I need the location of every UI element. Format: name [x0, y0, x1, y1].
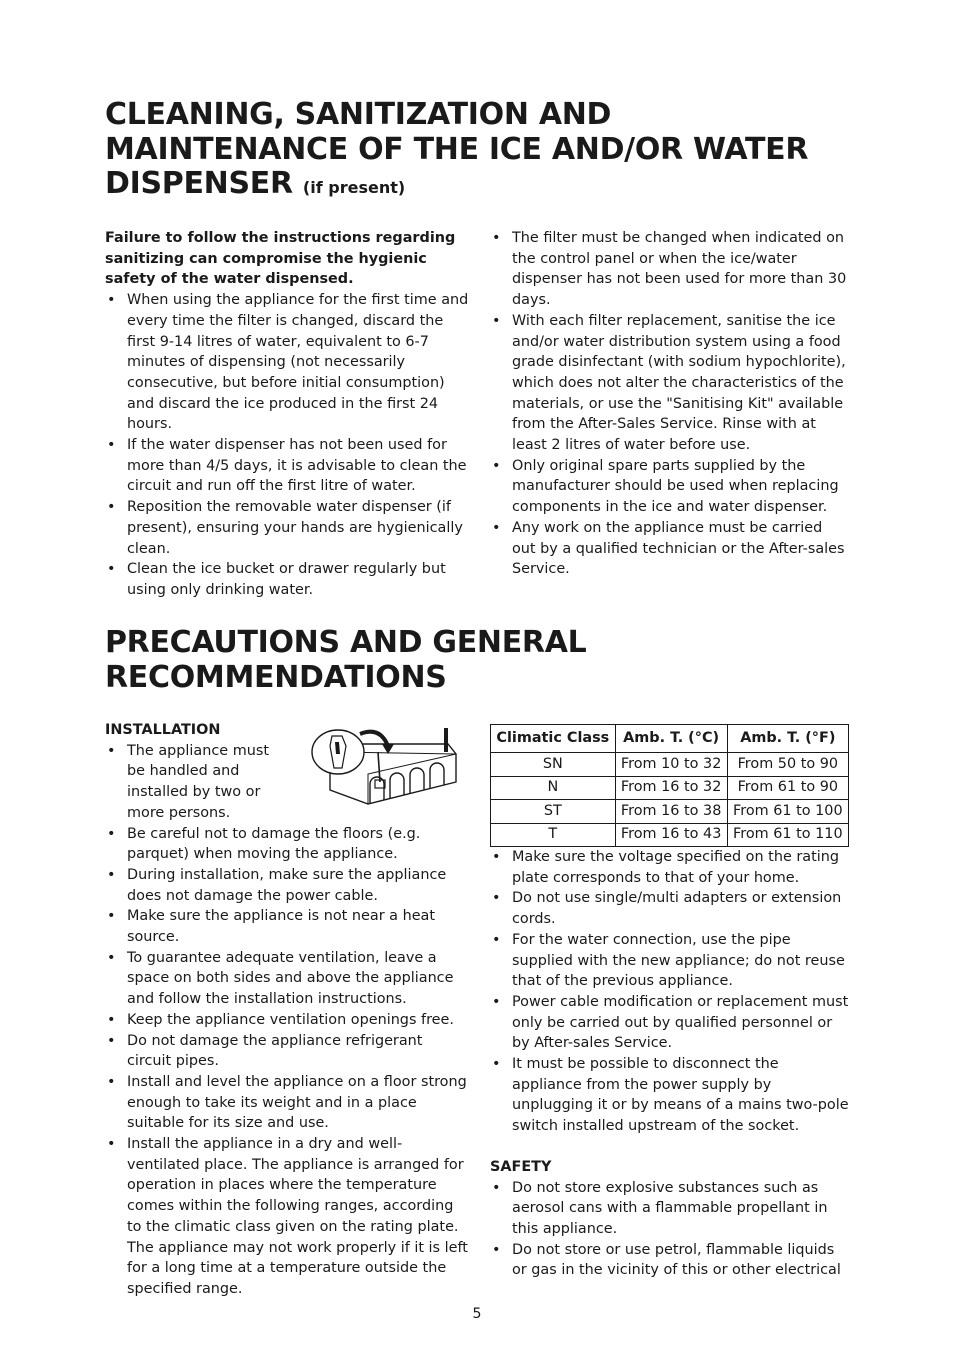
section-title-cleaning: [105, 98, 845, 206]
table-cell: SN: [491, 753, 616, 777]
list-item: • Keep the appliance ventilation openings free.: [105, 1010, 470, 1031]
list-item: • Make sure the voltage specified on the rating plate corresponds to that of your home.: [490, 847, 850, 888]
list-item: • Install and level the appliance on a floor strong enough to take its weight and in a place suitable for its size and use.: [105, 1072, 470, 1134]
list-item: • Clean the ice bucket or drawer regularly but using only drinking water.: [105, 559, 470, 600]
installation-heading: INSTALLATION: [105, 722, 221, 738]
section-title-text: CLEANING, SANITIZATION AND MAINTENANCE OF THE ICE AND/OR WATER DISPENSER: [105, 97, 809, 201]
list-item: • When using the appliance for the first time and every time the filter is changed, discard the first 9-14 litres of water, equivalent to 6-7 minutes of dispensing (not necessarily consecutive, but before initial consumption) and discard the ice produced in the first 24 hours.: [105, 290, 470, 435]
climatic-class-table: [490, 724, 849, 847]
table-header-cell: Amb. T. (°F): [727, 725, 848, 753]
list-item: • Any work on the appliance must be carried out by a qualified technician or the After-sales Service.: [490, 518, 850, 580]
page-number: 5: [472, 1306, 482, 1322]
table-cell: From 16 to 32: [615, 776, 727, 800]
list-item: • Do not damage the appliance refrigerant circuit pipes.: [105, 1031, 470, 1072]
list-item: • Make sure the appliance is not near a heat source.: [105, 906, 470, 947]
list-item: • Do not store or use petrol, flammable liquids or gas in the vicinity of this or other electrical: [490, 1240, 850, 1281]
safety-list: [490, 1178, 850, 1282]
list-item: • To guarantee adequate ventilation, leave a space on both sides and above the appliance and follow the installation instructions.: [105, 948, 470, 1010]
table-cell: From 16 to 43: [615, 823, 727, 847]
section-title-suffix: (if present): [302, 178, 406, 197]
table-cell: From 61 to 100: [727, 800, 848, 824]
table-row: [491, 823, 849, 847]
list-item: • Reposition the removable water dispenser (if present), ensuring your hands are hygienically clean.: [105, 497, 470, 559]
installation-column: [105, 720, 470, 1300]
table-row: [491, 800, 849, 824]
list-item: • It must be possible to disconnect the appliance from the power supply by unplugging it or by means of a mains two-pole switch installed upstream of the socket.: [490, 1054, 850, 1137]
electrical-list: [490, 847, 850, 1137]
list-item: [105, 824, 470, 865]
list-item: • Only original spare parts supplied by the manufacturer should be used when replacing components in the ice and water dispenser.: [490, 456, 850, 518]
cleaning-right-list: [490, 228, 850, 580]
cleaning-left-column: [105, 228, 470, 601]
section-title-precautions: PRECAUTIONS AND GENERAL RECOMMENDATIONS: [105, 625, 587, 695]
table-header-cell: Amb. T. (°C): [615, 725, 727, 753]
hygiene-warning: Failure to follow the instructions regarding sanitizing can compromise the hygienic safety of the water dispensed.: [105, 230, 456, 288]
list-item: • During installation, make sure the appliance does not damage the power cable.: [105, 865, 470, 906]
list-item: • With each filter replacement, sanitise the ice and/or water distribution system using a food grade disinfectant (with sodium hypochlorite), which does not alter the characteristics of the materials, or use the "Sanitising Kit" available from the After-Sales Service. Rinse with at least 2 litres of water before use.: [490, 311, 850, 456]
table-cell: From 61 to 110: [727, 823, 848, 847]
list-item: • Power cable modification or replacement must only be carried out by qualified personnel or by After-sales Service.: [490, 992, 850, 1054]
cleaning-left-list: [105, 290, 470, 601]
table-cell: From 10 to 32: [615, 753, 727, 777]
list-item: • Do not store explosive substances such as aerosol cans with a flammable propellant in this appliance.: [490, 1178, 850, 1240]
table-row: [491, 753, 849, 777]
table-cell: From 16 to 38: [615, 800, 727, 824]
installation-list: [105, 741, 470, 1300]
table-row: [491, 776, 849, 800]
list-item: • The appliance must be handled and installed by two or more persons.: [105, 741, 277, 824]
list-item: • If the water dispenser has not been used for more than 4/5 days, it is advisable to clean the circuit and run off the first litre of water.: [105, 435, 470, 497]
table-cell: From 50 to 90: [727, 753, 848, 777]
list-item: • The filter must be changed when indicated on the control panel or when the ice/water dispenser has not been used for more than 30 days.: [490, 228, 850, 311]
safety-heading: SAFETY: [490, 1158, 552, 1175]
list-item: • Do not use single/multi adapters or extension cords.: [490, 888, 850, 929]
cleaning-right-column: [490, 228, 850, 580]
precautions-right-column: [490, 724, 850, 1281]
table-cell: T: [491, 823, 616, 847]
table-cell: From 61 to 90: [727, 776, 848, 800]
table-header-cell: Climatic Class: [491, 725, 616, 753]
table-header-row: [491, 725, 849, 753]
table-cell: N: [491, 776, 616, 800]
list-item: • For the water connection, use the pipe supplied with the new appliance; do not reuse that of the previous appliance.: [490, 930, 850, 992]
list-item-text: Be careful not to damage the floors (e.g. parquet) when moving the appliance.: [127, 825, 421, 863]
table-cell: ST: [491, 800, 616, 824]
list-item: • Install the appliance in a dry and well-ventilated place. The appliance is arranged for operation in places where the temperature comes within the following ranges, according to the climatic class given on the rating plate. The appliance may not work properly if it is left for a long time at a temperature outside the specified range.: [105, 1134, 470, 1300]
